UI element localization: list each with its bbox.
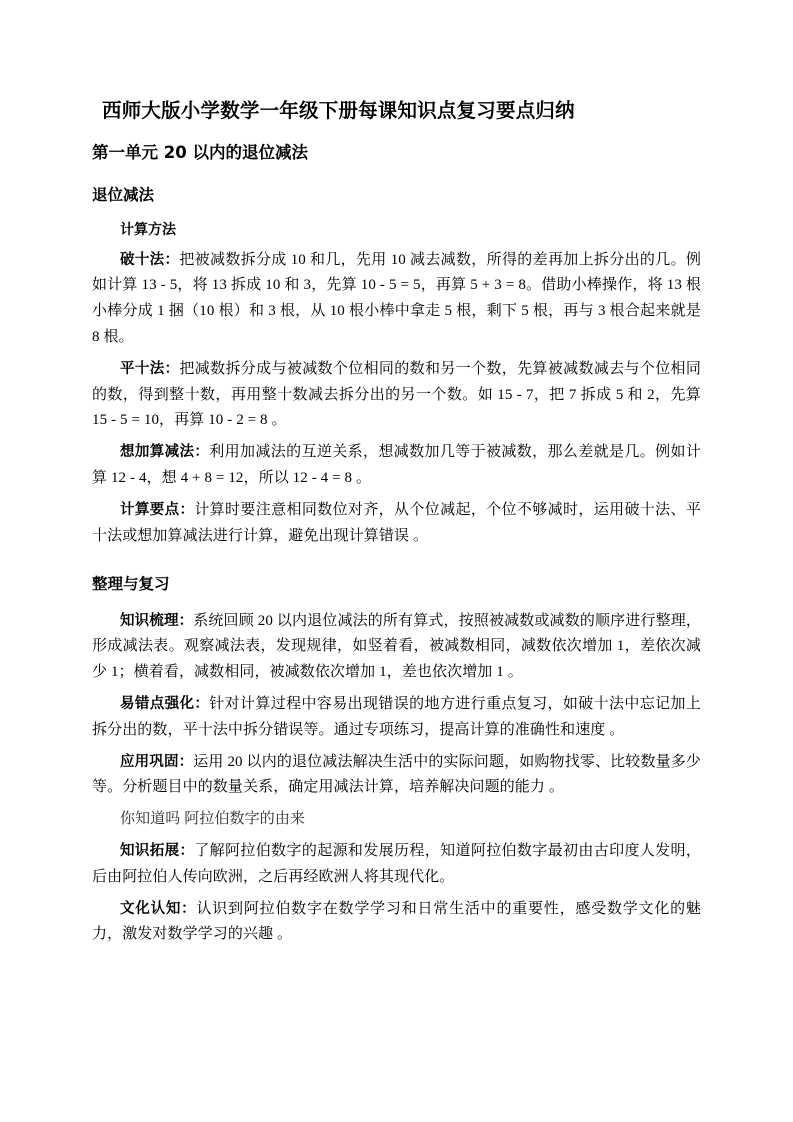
paragraph xyxy=(92,897,701,949)
section-heading-2: 整理与复习 xyxy=(92,575,170,594)
paragraph-lead: 平十法： xyxy=(120,360,180,377)
paragraph-text: 计算时要注意相同数位对齐，从个位减起，个位不够减时，运用破十法、平十法或想加算减法进行计算，避免出现计算错误 。 xyxy=(92,501,701,544)
paragraph-text: 你知道吗 阿拉伯数字的由来 xyxy=(120,811,306,828)
paragraph xyxy=(92,692,701,744)
paragraph-lead: 知识梳理： xyxy=(120,612,194,629)
paragraph xyxy=(92,498,701,550)
paragraph-text: 利用加减法的互逆关系，想减数加几等于被减数，那么差就是几。例如计算 12 - 4，想 4 + 8 = 12，所以 12 - 4 = 8 。 xyxy=(92,444,702,487)
section-heading-1: 退位减法 xyxy=(92,186,155,204)
paragraph-text: 把被减数拆分成 10 和几，先用 10 减去减数，所得的差再加上拆分出的几。例如计算 13 - 5，将 13 拆成 10 和 3，先算 10 - 5 = 5，再算 5 + 3 = 8。借助小棒操作，将 13 根小棒分成 1 捆（10 根）和 3 根，从 10 根小棒中拿走 5 根，剩下 5 根，再与 3 根合起来就是 8 根。 xyxy=(92,251,702,346)
paragraph-lead: 知识拓展： xyxy=(120,843,195,860)
paragraph-lead: 想加算减法： xyxy=(120,444,210,461)
page-title: 西师大版小学数学一年级下册每课知识点复习要点归纳 xyxy=(102,99,575,122)
unit-heading: 第一单元 20 以内的退位减法 xyxy=(92,143,308,163)
paragraph-text: 了解阿拉伯数字的起源和发展历程，知道阿拉伯数字最初由古印度人发明，后由阿拉伯人传向欧洲，之后再经欧洲人将其现代化。 xyxy=(92,843,701,885)
paragraph xyxy=(92,839,701,891)
paragraph-lead: 应用巩固： xyxy=(120,753,194,770)
paragraph-text: 系统回顾 20 以内退位减法的所有算式，按照被减数或减数的顺序进行整理，形成减法表。观察减法表，发现规律，如竖着看，被减数相同，减数依次增加 1，差依次减少 1；横着看，减数相同，被减数依次增加 1，差也依次增加 1 。 xyxy=(92,612,701,681)
paragraph-lead: 文化认知： xyxy=(120,900,197,917)
subsection-heading-1: 计算方法 xyxy=(120,222,176,239)
paragraph-text: 运用 20 以内的退位减法解决生活中的实际问题，如购物找零、比较数量多少等。分析题目中的数量关系，确定用减法计算，培养解决问题的能力 。 xyxy=(92,753,701,796)
paragraph-text: 认识到阿拉伯数字在数学学习和日常生活中的重要性，感受数学文化的魅力，激发对数学学习的兴趣 。 xyxy=(92,900,702,943)
paragraph xyxy=(92,750,701,802)
paragraph-lead: 易错点强化： xyxy=(120,696,210,713)
paragraph-lead: 计算要点： xyxy=(120,501,195,518)
paragraph xyxy=(92,440,701,492)
section-spacer xyxy=(92,555,701,573)
paragraph xyxy=(92,357,701,434)
paragraph xyxy=(92,248,701,351)
paragraph-text: 针对计算过程中容易出现错误的地方进行重点复习，如破十法中忘记加上拆分出的数，平十法中拆分错误等。通过专项练习，提高计算的准确性和速度 。 xyxy=(92,696,702,738)
paragraph-text: 把减数拆分成与被减数个位相同的数和另一个数，先算被减数减去与个位相同的数，得到整十数，再用整十数减去拆分出的另一个数。如 15 - 7，把 7 拆成 5 和 2，先算 15 - 5 = 10，再算 10 - 2 = 8 。 xyxy=(92,360,702,429)
paragraph xyxy=(92,807,701,833)
paragraph xyxy=(92,609,701,686)
paragraph-lead: 破十法： xyxy=(120,251,180,268)
